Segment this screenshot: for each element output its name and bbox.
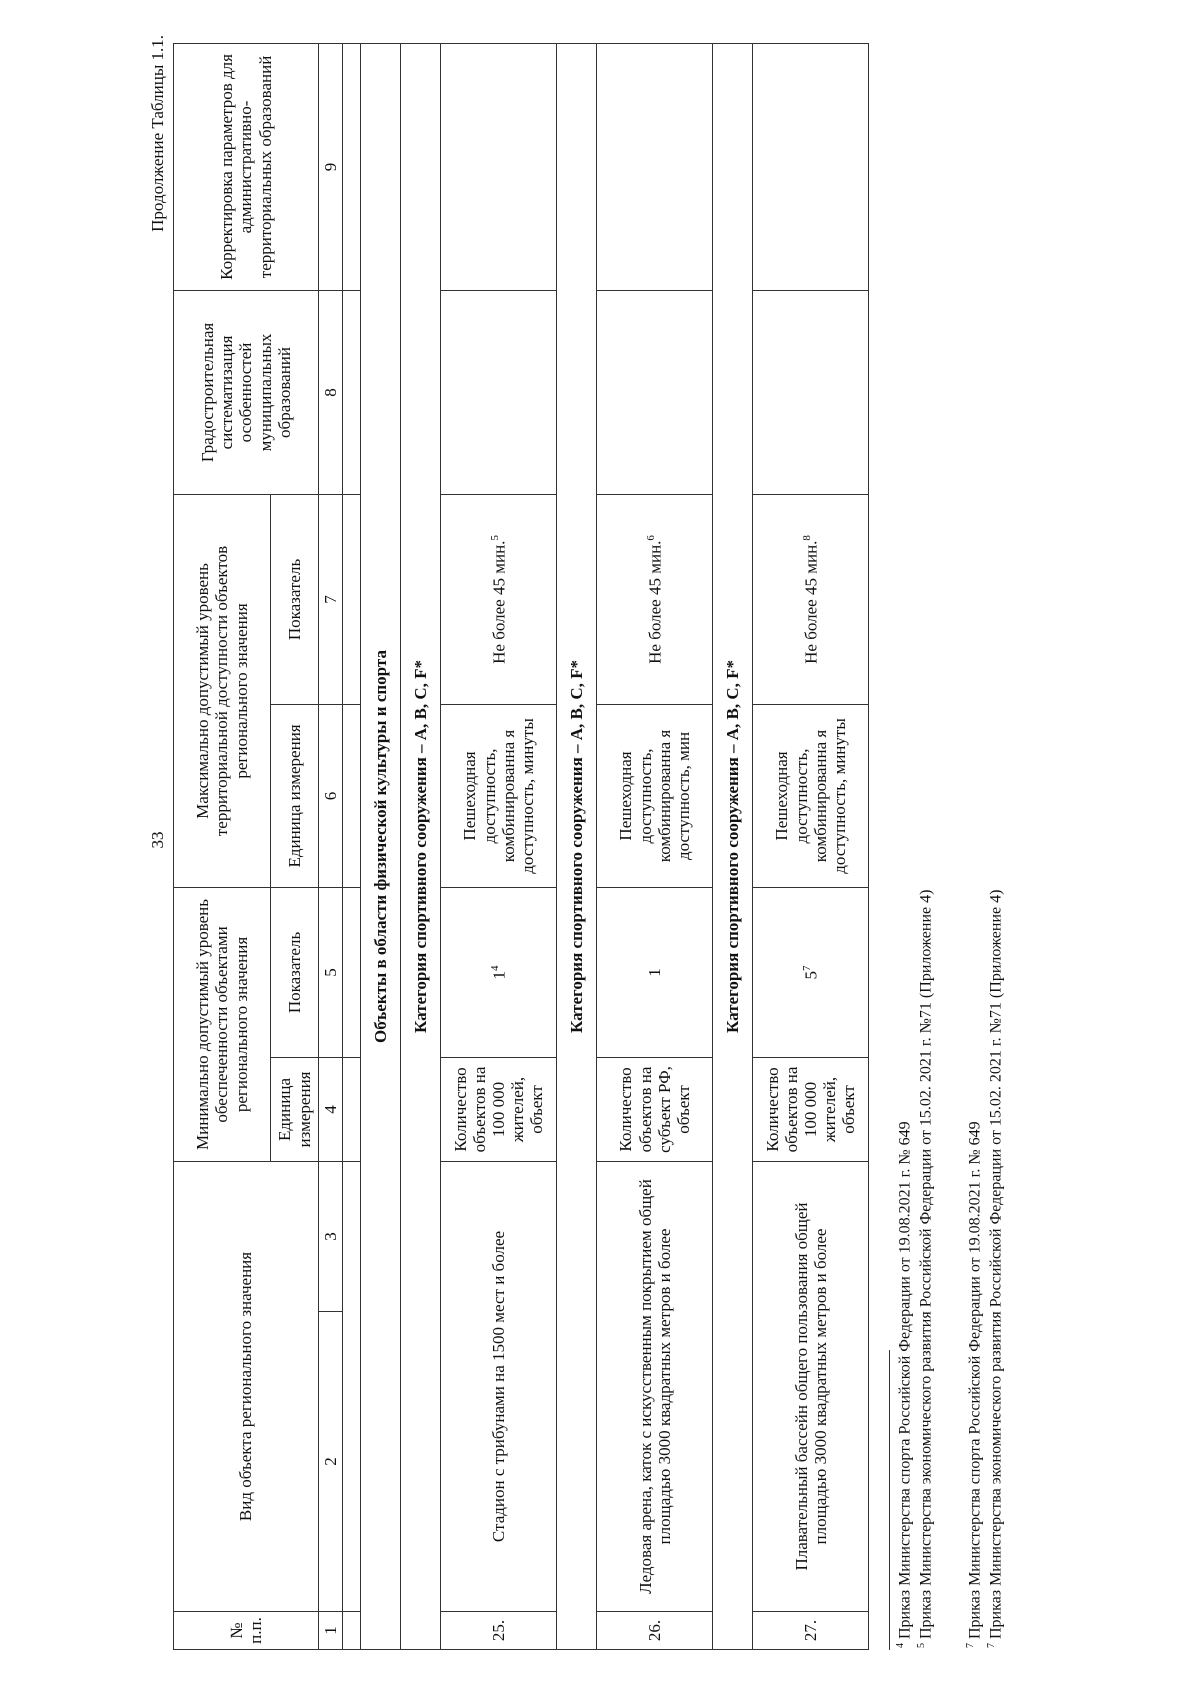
page-number: 33 — [148, 831, 167, 849]
col-number: 1 — [319, 1612, 343, 1650]
object-name: Стадион с трибунами на 1500 мест и более — [441, 1161, 557, 1611]
col-number: 6 — [319, 704, 343, 887]
max-value-cell — [441, 494, 557, 704]
category-row — [557, 43, 597, 1649]
max-unit: Пешеходная доступность, комбинированна я доступность, мин — [597, 704, 713, 887]
min-unit: Количество объектов на 100 000 жителей, объект — [441, 1057, 557, 1161]
col-number: 7 — [319, 494, 343, 704]
header-correction: Корректировка параметров для административно-территориальных образований — [174, 43, 319, 290]
table-continuation-caption: Продолжение Таблицы 1.1. — [148, 35, 167, 232]
row-number: 25. — [441, 1612, 557, 1650]
min-value: 5 — [801, 970, 821, 980]
empty-cell — [343, 290, 361, 494]
category-title: Категория спортивного сооружения – A, B, C, F* — [557, 43, 597, 1649]
footnote-mark: 5 — [916, 1643, 927, 1648]
min-unit: Количество объектов на 100 000 жителей, объект — [753, 1057, 869, 1161]
empty-cell — [343, 1612, 361, 1650]
header-object-type: Вид объекта регионального значения — [174, 1161, 319, 1611]
empty-cell — [597, 290, 713, 494]
empty-cell — [343, 1161, 361, 1611]
empty-cell — [441, 43, 557, 290]
col-number: 5 — [319, 887, 343, 1057]
header-town-planning: Градостроительная систематизация особенностей муниципальных образований — [174, 290, 319, 494]
header-num: № п.п. — [174, 1612, 319, 1650]
min-value-cell — [441, 887, 557, 1057]
max-unit: Пешеходная доступность, комбинированна я доступность, минуты — [441, 704, 557, 887]
col-number: 4 — [319, 1057, 343, 1161]
row-number: 26. — [597, 1612, 713, 1650]
object-name: Плавательный бассейн общего пользования общей площадью 3000 квадратных метров и более — [753, 1161, 869, 1611]
footnote-ref: 8 — [800, 535, 813, 541]
header-min-unit: Единица измерения — [271, 1057, 319, 1161]
empty-cell — [343, 1057, 361, 1161]
min-value-cell — [597, 887, 713, 1057]
header-min-indicator: Показатель — [271, 887, 319, 1057]
footnote — [916, 890, 936, 1648]
rotated-page — [148, 30, 1188, 1650]
category-row — [713, 43, 753, 1649]
footnote — [965, 1121, 985, 1648]
section-row — [361, 43, 401, 1649]
footnote — [986, 890, 1006, 1648]
max-value: Не более 45 мин. — [489, 540, 509, 664]
col-number: 2 — [319, 1312, 343, 1612]
table-row — [597, 43, 713, 1649]
footnote-ref: 6 — [644, 535, 657, 541]
empty-cell — [343, 43, 361, 290]
empty-cell — [441, 290, 557, 494]
empty-cell — [343, 887, 361, 1057]
header-row — [174, 43, 271, 1649]
footnote-ref: 7 — [800, 965, 813, 971]
max-value-cell — [753, 494, 869, 704]
max-value-cell — [597, 494, 713, 704]
row-number: 27. — [753, 1612, 869, 1650]
min-unit: Количество объектов на субъект РФ, объект — [597, 1057, 713, 1161]
footnote-ref: 5 — [488, 535, 501, 541]
category-row — [401, 43, 441, 1649]
footnote-text: Приказ Министерства экономического развития Российской Федерации от 15.02. 2021 г. №71 (Приложение 4) — [987, 889, 1005, 1639]
header-max-level: Максимально допустимый уровень территориальной доступности объектов регионального значения — [174, 494, 271, 887]
category-title: Категория спортивного сооружения – A, B, C, F* — [713, 43, 753, 1649]
empty-cell — [597, 43, 713, 290]
max-unit: Пешеходная доступность, комбинированна я доступность, минуты — [753, 704, 869, 887]
col-number: 9 — [319, 43, 343, 290]
table-row — [441, 43, 557, 1649]
footnote-text: Приказ Министерства спорта Российской Федерации от 19.08.2021 г. № 649 — [896, 1121, 914, 1639]
footnote-ref: 4 — [488, 965, 501, 971]
category-title: Категория спортивного сооружения – A, B, C, F* — [401, 43, 441, 1649]
header-max-indicator: Показатель — [271, 494, 319, 704]
col-number: 8 — [319, 290, 343, 494]
footnote-mark: 7 — [986, 1643, 997, 1648]
empty-cell — [753, 43, 869, 290]
empty-cell — [343, 494, 361, 704]
column-numbers-row — [319, 43, 343, 1649]
table-row — [753, 43, 869, 1649]
header-min-level: Минимально допустимый уровень обеспеченности объектами регионального значения — [174, 887, 271, 1161]
empty-cell — [753, 290, 869, 494]
empty-cell — [343, 704, 361, 887]
max-value: Не более 45 мин. — [801, 540, 821, 664]
spacer-row — [343, 43, 361, 1649]
footnote — [895, 1121, 915, 1648]
min-value: 1 — [489, 970, 509, 980]
col-number: 3 — [319, 1161, 343, 1311]
header-max-unit: Единица измерения — [271, 704, 319, 887]
section-title: Объекты в области физической культуры и спорта — [361, 43, 401, 1649]
min-value: 1 — [645, 968, 665, 977]
footnote-text: Приказ Министерства спорта Российской Федерации от 19.08.2021 г. № 649 — [966, 1121, 984, 1639]
regional-objects-table — [173, 43, 869, 1650]
min-value-cell — [753, 887, 869, 1057]
footnote-text: Приказ Министерства экономического развития Российской Федерации от 15.02. 2021 г. №71 (Приложение 4) — [917, 889, 935, 1639]
max-value: Не более 45 мин. — [645, 540, 665, 664]
object-name: Ледовая арена, каток с искусственным покрытием общей площадью 3000 квадратных метров и более — [597, 1161, 713, 1611]
footnote-separator — [889, 1350, 890, 1650]
footnote-mark: 4 — [895, 1643, 906, 1648]
footnote-mark: 7 — [965, 1643, 976, 1648]
